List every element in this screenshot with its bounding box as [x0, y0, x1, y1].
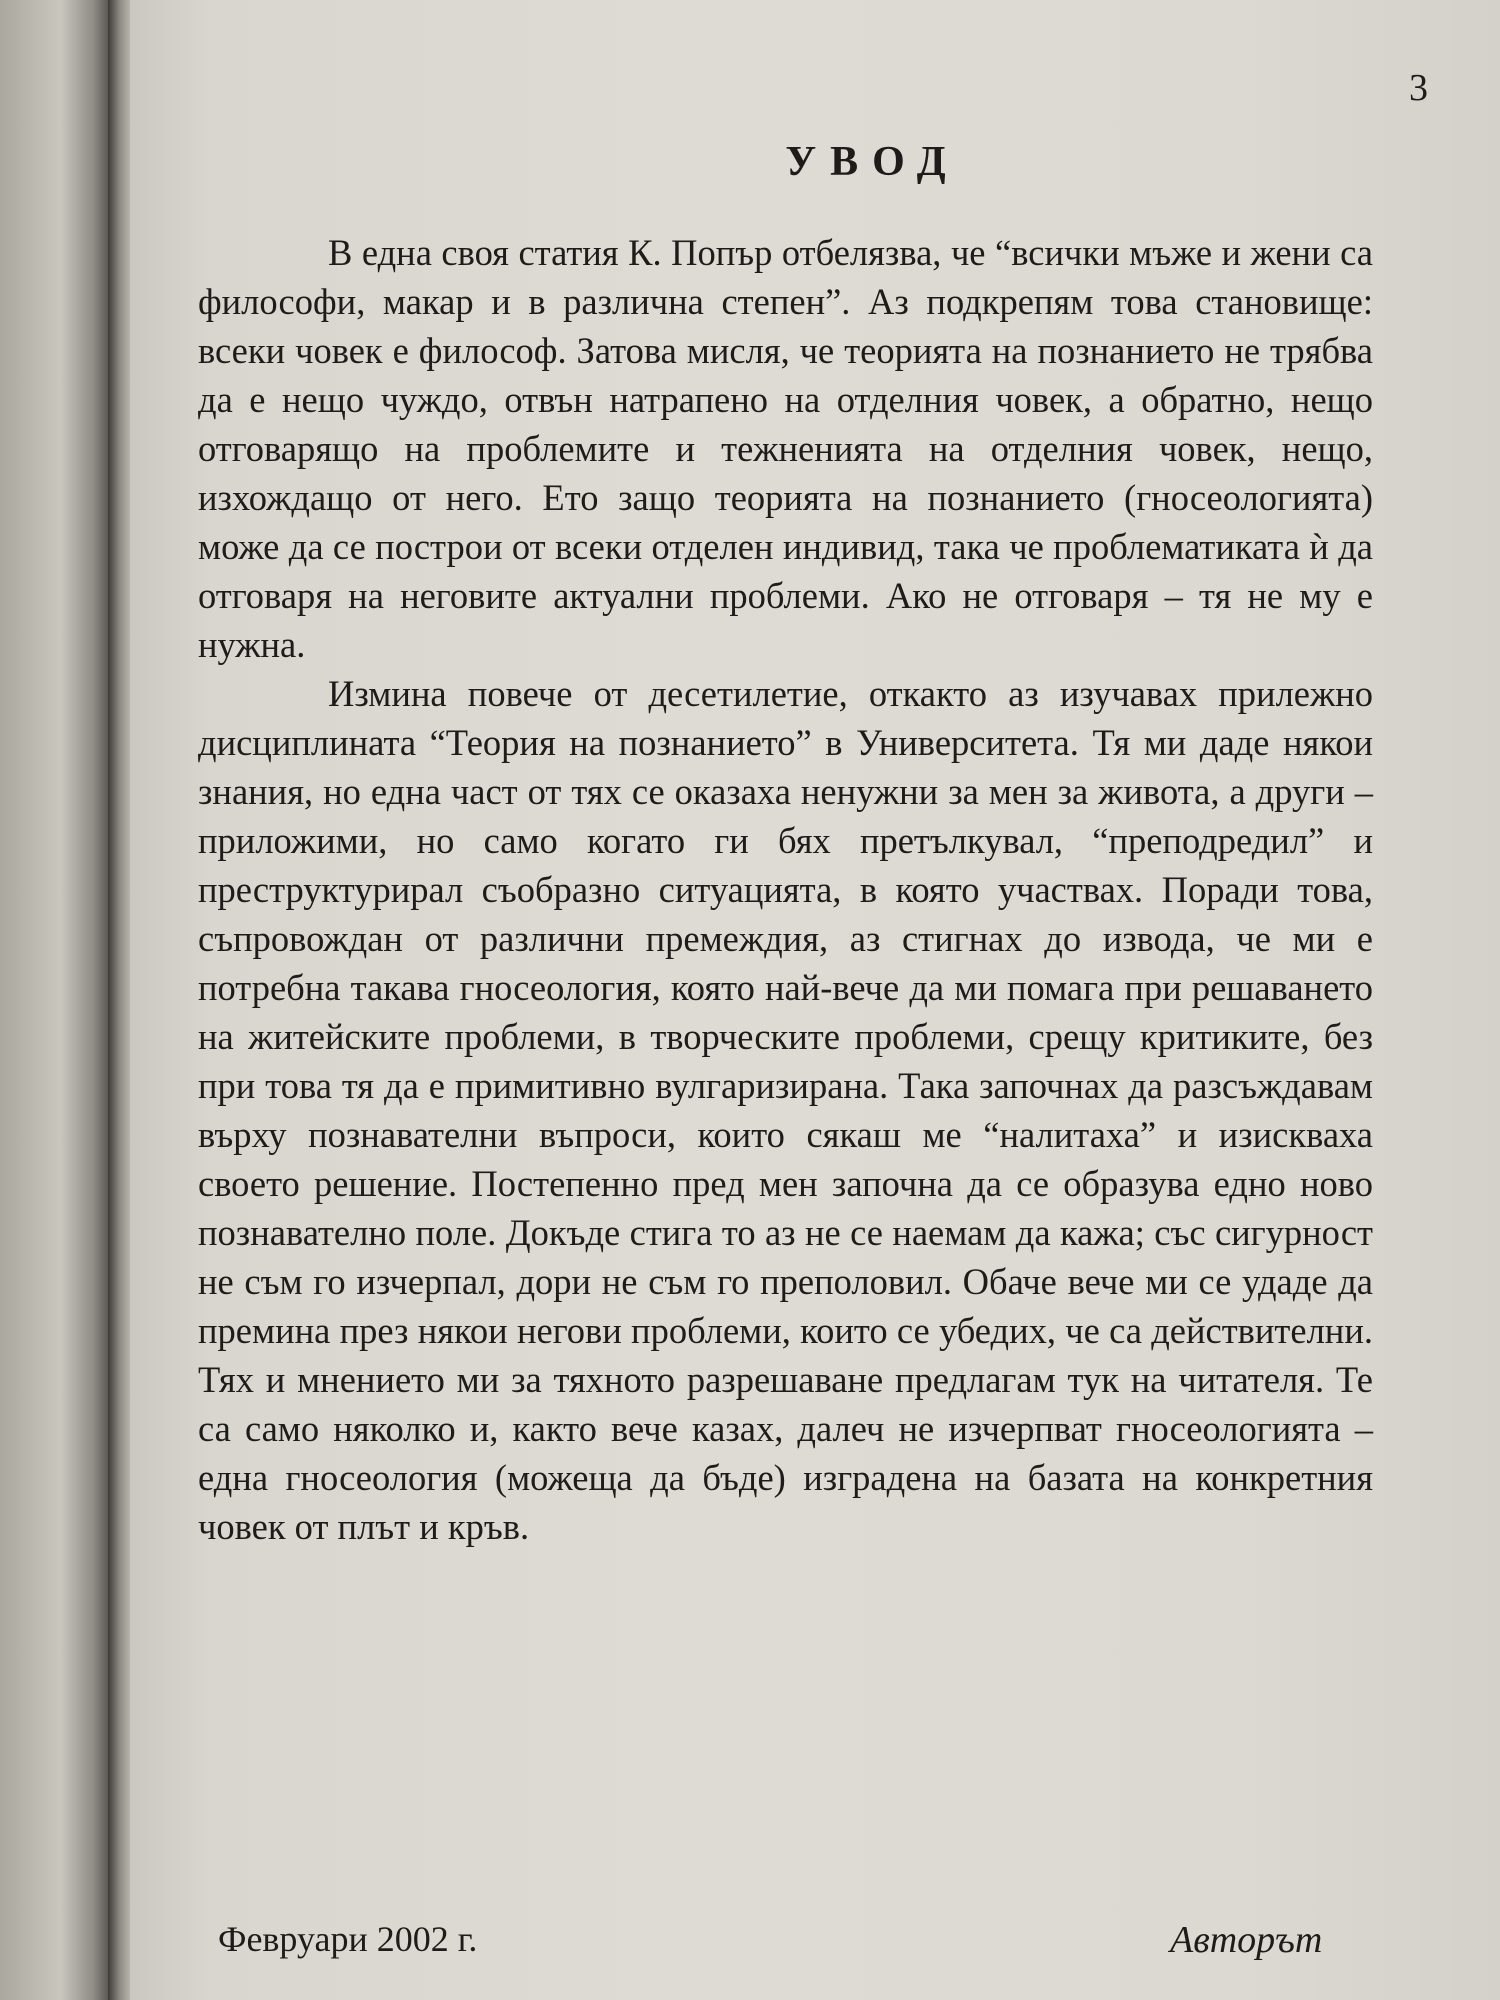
- paragraph-1: В една своя статия К. Попър отбелязва, че “всички мъже и жени са философи, макар и в различна степен”. Аз подкрепям това становище: всеки човек е философ. Затова мисля, че теорията на познанието не трябва да е нещо чуждо, отвън натрапено на отделния човек, а обратно, нещо отговарящо на проблемите и тежненията на отделния човек, нещо, изхождащо от него. Ето защо теорията на познанието (гносеологията) може да се построи от всеки отделен индивид, така че проблематиката ѝ да отговаря на неговите актуални проблеми. Ако не отговаря – тя не му е нужна.: [198, 232, 1373, 665]
- paragraph-2: Измина повече от десетилетие, откакто аз изучавах прилежно дисциплината “Теория на познанието” в Университета. Тя ми даде някои знания, но една част от тях се оказаха ненужни за мен за живота, а други – приложими, но само когато ги бях претълкувал, “преподредил” и преструктурирал съобразно ситуацията, в която участвах. Поради това, съпровождан от различни премеждия, аз стигнах до извода, че ми е потребна такава гносеология, която най-вече да ми помага при решаването на житейските проблеми, в творческите проблеми, срещу критиките, без при това тя да е примитивно вулгаризирана. Така започнах да разсъждавам върху познавателни въпроси, които сякаш ме “налитаха” и изискваха своето решение. Постепенно пред мен започна да се образува едно ново познавателно поле. Докъде стига то аз не се наемам да кажа; със сигурност не съм го изчерпал, дори не съм го преполовил. Обаче вече ми се удаде да премина през някои негови проблеми, които се убедих, че са действителни. Тях и мнението ми за тяхното разрешаване предлагам тук на читателя. Те са само няколко и, както вече казах, далеч не изчерпват гносеологията – една гносеология (можеща да бъде) изградена на базата на конкретния човек от плът и кръв.: [198, 673, 1373, 1547]
- chapter-title: УВОД: [785, 139, 960, 185]
- signature-author: Авторът: [1170, 1919, 1323, 1961]
- signature-date: Февруари 2002 г.: [218, 1919, 478, 1959]
- body-text: [198, 228, 1373, 1551]
- page-number: 3: [1409, 67, 1428, 109]
- previous-page-edge: [0, 0, 110, 2000]
- book-page: [130, 0, 1500, 2000]
